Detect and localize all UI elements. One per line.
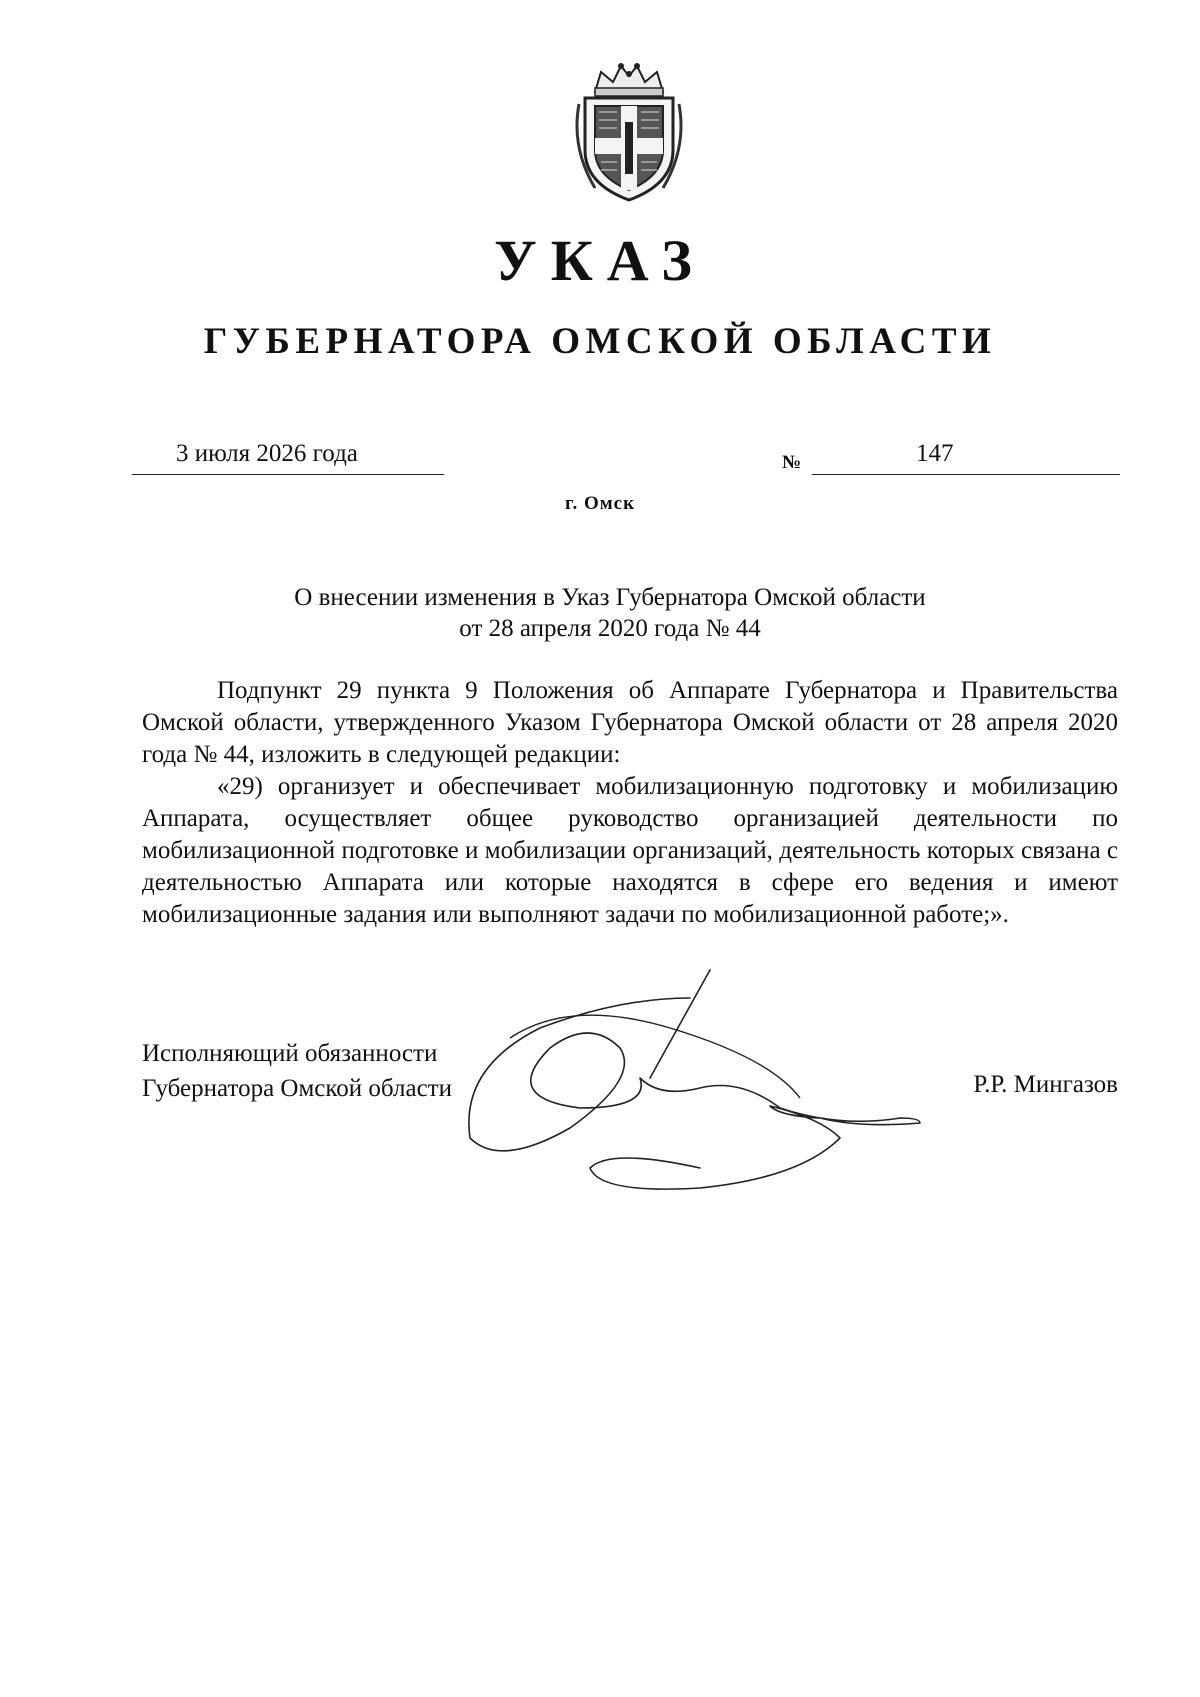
- document-subtitle: ГУБЕРНАТОРА ОМСКОЙ ОБЛАСТИ: [203, 321, 997, 362]
- handwritten-signature-icon: [440, 968, 960, 1198]
- body-paragraph-1: Подпункт 29 пункта 9 Положения об Аппарате Губернатора и Правительства Омской области, утвержденного Указом Губернатора Омской области от 28 апреля 2020 года № 44, изложить в следующей редакции:: [142, 677, 1118, 768]
- signatory-title-line-2: Губернатора Омской области: [142, 1075, 452, 1102]
- city: г. Омск: [564, 493, 636, 514]
- heading-line-2: от 28 апреля 2020 года № 44: [459, 615, 761, 642]
- number-field: [812, 440, 1120, 475]
- omsk-coat-of-arms-icon: [565, 58, 693, 204]
- document-heading: [150, 582, 1070, 644]
- date-field: [132, 440, 444, 475]
- document-date: 3 июля 2026 года: [176, 440, 358, 467]
- signatory-name: Р.Р. Мингазов: [973, 1071, 1118, 1098]
- number-label: №: [782, 452, 802, 473]
- document-title: УКАЗ: [494, 228, 706, 293]
- signatory-title: [142, 1036, 452, 1106]
- heading-line-1: О внесении изменения в Указ Губернатора Омской области: [294, 584, 926, 611]
- document-number: 147: [916, 440, 954, 467]
- body-paragraph-2: «29) организует и обеспечивает мобилизационную подготовку и мобилизацию Аппарата, осуществляет общее руководство организацией деятельности по мобилизационной подготовке и мобилизации организаций, деятельность которых связана с деятельностью Аппарата или которые находятся в сфере его ведения и имеют мобилизационные задания или выполняют задачи по мобилизационной работе;».: [142, 773, 1118, 928]
- signatory-title-line-1: Исполняющий обязанности: [142, 1040, 438, 1067]
- document-body: [142, 675, 1118, 931]
